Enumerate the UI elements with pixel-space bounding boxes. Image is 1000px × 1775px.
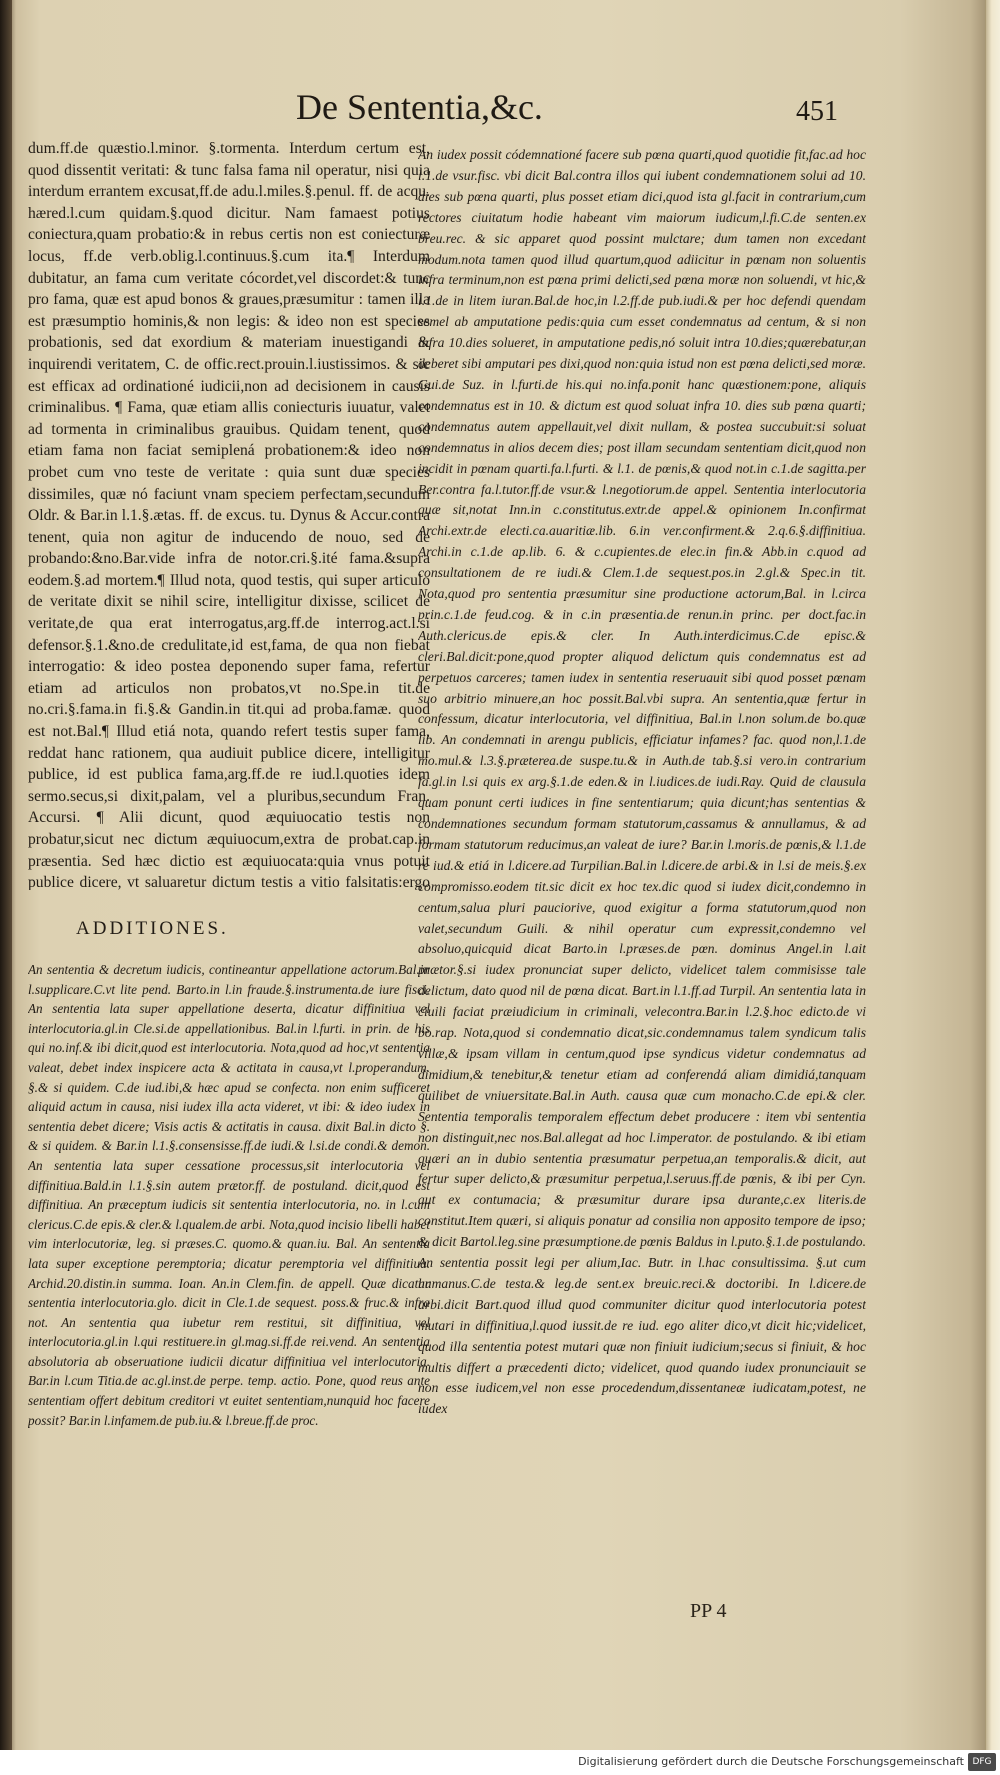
funding-credit: Digitalisierung gefördert durch die Deutsche Forschungsgemeinschaft	[578, 1755, 964, 1768]
right-column	[418, 145, 866, 1575]
main-commentary-text: dum.ff.de quæstio.l.minor. §.tormenta. Interdum certum est, quod dissentit veritati: & tunc falsa fama nil operatur, nisi quia interdum errantem excusat,ff.de adu.l.miles.§.penul. ff. de acqu. hæred.l.cum quidam.§.quod dicitur. Nam famaest potius coniectura,quam probatio:& in rebus certis non est coniecturæ locus, ff.de verb.oblig.l.continuus.§.cum ita.¶ Interdum dubitatur, an fama cum veritate cócordet,vel discordet:& tunc pro fama, quæ est apud bonos & graues,præsumitur : tamen illa est præsumptio hominis,& non legis: & ideo non est species probationis, sed dat exordium & materiam inuestigandi & inquirendi veritatem, C. de offic.rect.prouin.l.iustissimos. & sic est efficax ad ordinationé iudicii,non ad decisionem in causis criminalibus. ¶ Fama, quæ etiam allis coniecturis iuuatur, valet ad tormenta in criminalibus grauibus. Quidam tenent, quod etiam fama non faciat semiplená probationem:& ideo non probet cum vno teste de veritate : quia sunt duæ species dissimiles, quæ nó faciunt vnam speciem perfectam,secundum Oldr. & Bar.in l.1.§.ætas. ff. de excus. tu. Dynus & Accur.contra tenent, quia non agitur de inducendo de nouo, sed de probando:&no.Bar.vide infra de notor.cri.§.ité fama.&supra eodem.§.ad mortem.¶ Illud nota, quod testis, qui super articulo de veritate dixit se nihil scire, intelligitur dixisse, scilicet de veritate,de qua erat interrogatus,arg.ff.de interrog.act.l.si defensor.§.1.&no.de credulitate,id est,fama, de qua non fiebat interrogatio: & ideo postea deponendo super fama, refertur etiam ad articulos non probatos,vt no.Spe.in tit.de no.cri.§.fama.in fi.§.& Gandin.in tit.qui ad proba.famæ. quod est not.Bal.¶ Illud etiá nota, quando refert testis super fama, reddat hanc rationem, qua audiuit publice dicere, intelligitur publice, id est publica fama,arg.ff.de re iud.l.quoties idem sermo.secus,si dixit,palam, vel a pluribus,secundum Fran. Accursi. ¶ Alii dicunt, quod æquiuocatio testis non probatur,sicut nec dictum æquiuocum,extra de probat.cap.in præsentia. Sed hæc dictio est æquiuocata:quia vnus potuit publice dicere, vt saluaretur dictum testis a vitio falsitatis:ergo	[28, 140, 430, 890]
page-number: 451	[796, 96, 838, 127]
page-edge	[985, 0, 1000, 1775]
additions-text: An sententia & decretum iudicis, contineantur appellatione actorum.Bal.in l.supplicare.C.vt lite pend. Barto.in l.in fraude.§.instrumenta.de iure fisci. An sententia lata super appellatione deserta, dicatur diffinitiua vel interlocutoria.gl.in Cle.si.de appellationibus. Bal.in l.furti. in prin. de his qui no.inf.& ibi dicit,quod est interlocutoria. Nota,quod ad hoc,vt sententia valeat, debet index inspicere acta & actitata in causa,vt l.properandum. §.& si quidem. C.de iud.ibi,& hæc apud se confecta. non enim sufficeret aliquid actum in causa, nisi iudex illa acta videret, vt ibi: & ideo iudex in sententia debet dicere; Visis actis & actitatis in causa. dixit Bal.in dicto §. & si quidem. & Bar.in l.1.§.consensisse.ff.de iudi.& l.si.de condi.& demon. An sententia lata super cessatione processus,sit interlocutoria vel diffinitiua.Bald.in l.1.§.sin autem prætor.ff. de postuland. dicit,quod est diffinitiua. An præceptum iudicis sit sententia interlocutoria, no. in l.cum clericus.C.de epis.& cler.& l.qualem.de arbi. Nota,quod incisio libelli habet vim interlocutoriæ, leg. si præses.C. quomo.& quan.iu. Bal. An sententia lata super exceptione peremptoria; dicatur peremptoria vel diffinitiua. Archid.20.distin.in summa. Ioan. An.in Clem.fin. de appell. Quæ dicatur sententia interlocutoria.glo. dicit in Cle.1.de sequest. poss.& fruc.& infra not. An sententia qua iubetur rem restitui, sit diffinitiua, vel interlocutoria.gl.in l.qui restituere.in gl.mag.si.ff.de rei.vend. An sententia absolutoria ab obseruatione iudicii dicatur diffinitiua vel interlocutoria. Bar.in l.cum Titia.de ac.gl.inst.de perpe. temp. actio. Pone, quod reus ante sententiam offert debitum creditori vt euitet sententiam,nunquid hoc facere possit? Bar.in l.infamem.de pub.iu.& l.breue.ff.de proc.	[28, 962, 430, 1428]
book-spine	[0, 0, 12, 1775]
right-column-text: An iudex possit códemnationé facere sub pœna quarti,quod quotidie fit,fac.ad hoc l.1.de vsur.fisc. vbi dicit Bal.contra illos qui iubent condemnationem solui ad 10. dies sub pœna quarti, plus posset etiam dici,quod ista gl.facit in contrarium,cum rectores ciuitatum hodie habeant vim maiorum iudicum,l.fi.C.de senten.ex breu.rec. & sic apparet quod possint mulctare; dum tamen non excedant modum.nota tamen quod illud quartum,quod adiicitur in pœnam non soluentis infra terminum,non est pœna primi delicti,sed pœna moræ non soluendi, vt hic,& l.1.de in litem iuran.Bal.de hoc,in l.2.ff.de pub.iudi.& per hoc defendi quendam semel ab amputatione pedis:quia cum esset condemnatus ad centum, & si non infra 10.dies solueret, in amputatione pedis,nó soluit intra 10.dies;quærebatur,an deberet sibi amputari pes dixi,quod non:quia istud non est pœna delicti,sed moræ. Gui.de Suz. in l.furti.de his.qui no.infa.ponit hanc quæstionem:pone, aliquis condemnatus est in 10. & dictum est quod soluat infra 10. dies sub pœna quarti; condemnatus autem appellauit,vel dixit nullam, & postea succubuit:si soluat condemnatus in alios decem dies; post illam secundam sententiam dicit,quod non incidit in pœnam quarti.fa.l.furti. & l.1. de pœnis,& quod not.in c.1.de sagitta.per Ber.contra fa.l.tutor.ff.de vsur.& l.negotiorum.de appel. Sententia interlocutoria quæ sit,notat Inn.in c.constitutus.extr.de appel.& opinionem In.confirmat Archi.extr.de electi.ca.auaritiæ.lib. 6.in ver.confirment.& 2.q.6.§.diffinitiua. Archi.in c.1.de ap.lib. 6. & c.cupientes.de elec.in fin.& Abb.in c.quod ad consultationem de re iudi.& Clem.1.de sequest.pos.in 2.gl.& Spec.in tit. Nota,quod pro sententia præsumitur sine productione actorum,Bal. in l.circa prin.c.1.de feud.cog. & in c.in præsentia.de renun.in princ. per doct.fac.in Auth.clericus.de epis.& cler. In Auth.interdicimus.C.de episc.& cleri.Bal.dicit:pone,quod propter aliquod delictum quis condemnatus est ad perpetuos carceres; tamen iudex in sententia reseruauit sibi quod posset pœnam suo arbitrio minuere,an hoc possit.Bal.vbi supra. An sententia,quæ fertur in confessum, dicatur interlocutoria, vel diffinitiua, Bal.in l.non solum.de bo.quæ lib. An condemnati in arengu publicis, efficiatur infames? fac. quod non,l.1.de mo.mul.& l.3.§.præterea.de suspe.tu.& in Auth.de tab.§.si vero.in contrarium fa.gl.in l.si quis ex arg.§.1.de eden.& in l.iudices.de iudi.Ray. Quid de clausula quam ponunt certi iudices in fine sententiarum; quia dicunt;has sententias & condemnationes secundum formam statutorum,cassamus & annullamus, & ad formam statutorum reducimus,an valeat de iure? Bar.in l.moris.de pœnis,& l.1.de re iud.& etiá in l.dicere.ad Turpilian.Bal.in l.dicere.de arbi.& in l.si de meis.§.ex compromisso.eodem tit.sic dicit ex hoc tex.dic quod si iudex dicit,condemno in centum,salua pluri pauciorive, quod exigitur a forma statutorum,quod non valet,secundum Guili. & nihil operatur cum expressit,condemno vel absoluo,quicquid dicat Barto.in l.præses.de pœn. dominus Angel.in l.ait prætor.§.si iudex pronunciat super delicto, videlicet talem commisisse tale delictum, dato quod nil de pœna dicat. Bart.in l.1.ff.ad Turpil. An sententia lata in ciuili faciat præiudicium in criminali, velecontra.Bar.in l.2.§.hoc edicto.de vi bo.rap. Nota,quod si condemnatio dicat,sic.condemnamus talem syndicum talis villæ,& ipsam villam in centum,quod ipse syndicus videtur condemnatus ad dimidium,& tenebitur,& tenetur etiam ad conferendá aliam dimidiá,tanquam quilibet de vniuersitate.Bal.in Auth. causa quæ cum monacho.C.de epi.& cler. Sententia temporalis temporalem effectum debet producere : item vbi sententia non distinguit,nec nos.Bal.allegat ad hoc l.imperator. de postulando. & ibi etiam quæri an in dubio sententia præsumatur perpetua,an temporalis.& dicit, aut fertur super delicto,& præsumitur perpetua,l.seruus.ff.de pœnis, & ibi per Cyn. aut ex contumacia; & præsumitur durare ipsa durante,c.ex literis.de constitut.Item quæri, si aliquis ponatur ad consilia non apposito tempore de ipso; & dicit Bartol.leg.sine præsumptione.de pœnis Baldus in l.puto.§.1.de postulando. An sententia possit legi per alium,Iac. Butr. in l.hac consultissima. §.ut cum humanus.C.de testa.& leg.de sent.ex breuic.reci.& doctoribi. In l.dicere.de arbi.dicit Bart.quod illud quod communiter dicitur quod interlocutoria potest mutari in diffinitiua,l.quod iussit.de re iud. ego aliter dico,vt dicit hic;videlicet, quod illa sententia potest mutari quæ non finiuit iudicium;secus si finiuit, & hoc multis differt a præcedenti dicto; videlicet, quod quando iudex pronunciauit se non esse iudicem,vel non esse procedendum,dissentaneæ iudicatam,potest, ne iudex	[418, 147, 866, 1417]
dfg-logo-icon: DFG	[968, 1753, 996, 1771]
digitization-footer	[0, 1750, 1000, 1775]
signature-mark: PP 4	[690, 1600, 727, 1622]
running-title: De Sententia,&c.	[296, 87, 543, 127]
left-column	[28, 138, 430, 1600]
additions-heading: ADDITIONES.	[76, 918, 229, 939]
